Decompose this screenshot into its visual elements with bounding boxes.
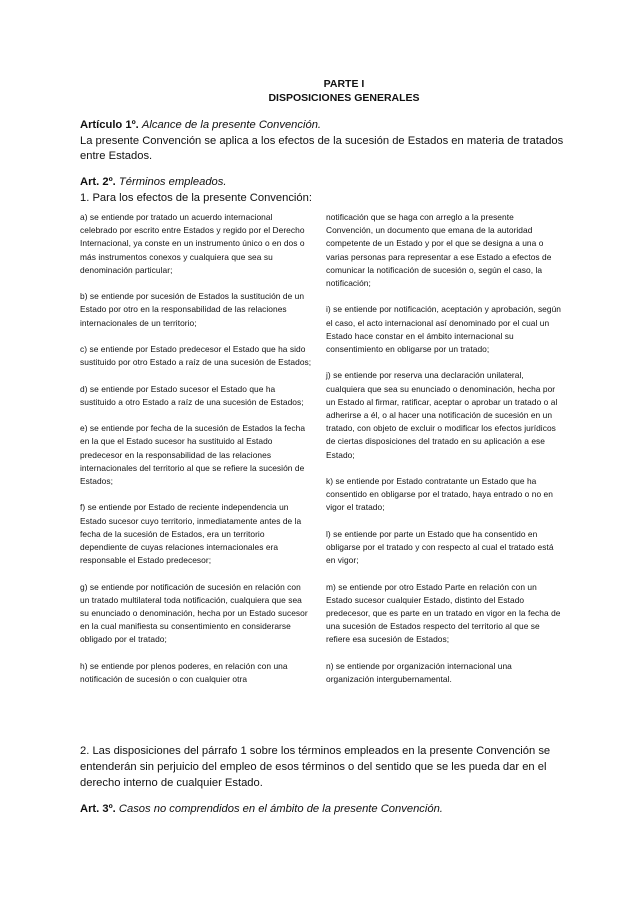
article-1 (80, 118, 570, 165)
article-1-label: Artículo 1º. (80, 119, 139, 131)
definition-item: j) se entiende por reserva una declaración unilateral, cualquiera que sea su enunciado o denominación, hecha por un Estado al firmar, ratificar, aceptar o aprobar un tratado o al adherirse a él, o al hacer una notificación de sucesión en un tratado, con objeto de excluir o modificar los efectos jurídicos de ciertas disposiciones del tratado en su aplicación a ese Estado; (326, 370, 558, 460)
definition-item: c) se entiende por Estado predecesor el Estado que ha sido sustituido por otro Estado a raíz de una sucesión de Estados; (80, 344, 312, 368)
definition-item: d) se entiende por Estado sucesor el Estado que ha sustituido a otro Estado a raíz de una sucesión de Estados; (80, 383, 304, 407)
part-number: PARTE I (323, 78, 365, 90)
article-3-title: Casos no comprendidos en el ámbito de la presente Convención. (118, 803, 443, 815)
definition-item: n) se entiende por organización internacional una organización intergubernamental. (326, 660, 512, 685)
part-title: DISPOSICIONES GENERALES (268, 92, 420, 104)
definition-item: b) se entiende por sucesión de Estados la sustitución de un Estado por otro en la responsabilidad de las relaciones internacionales de un territorio; (80, 291, 305, 328)
definition-item: notificación que se haga con arreglo a la presente Convención, un documento que emana de la autoridad competente de un Estado y por el que se designa a una o varias personas para representar a ese Estado a efectos de comunicar la notificación de sucesión o, según el caso, la notificación; (326, 212, 552, 289)
definition-item: k) se entiende por Estado contratante un Estado que ha consentido en obligarse por el tratado, haya entrado o no en vigor el tratado; (326, 476, 553, 513)
article-2-title: Términos empleados. (118, 176, 227, 188)
definitions-right-column (326, 211, 562, 699)
definition-item: e) se entiende por fecha de la sucesión de Estados la fecha en la que el Estado sucesor ha sustituido al Estado predecesor en la responsabilidad de las relaciones internacionales del territorio al que se refiere la sucesión de Estados; (80, 423, 306, 486)
article-3-header (80, 802, 570, 818)
article-2-intro: 1. Para los efectos de la presente Convención: (80, 191, 312, 204)
definition-item: l) se entiende por parte un Estado que ha consentido en obligarse por el tratado y con respecto al cual el tratado está en vigor; (326, 528, 554, 566)
definition-item: g) se entiende por notificación de sucesión en relación con un tratado multilateral toda notificación, cualquiera que sea su enunciado o denominación, hecha por un Estado sucesor en la cual manifiesta su consentimiento en considerarse obligado por el tratado; (80, 581, 308, 645)
definition-item: h) se entiende por plenos poderes, en relación con una notificación de sucesión o con cualquier otra (80, 660, 288, 684)
article-3-label: Art. 3º. (80, 803, 116, 815)
article-2-label: Art. 2º. (80, 176, 116, 188)
part-heading (0, 77, 638, 105)
definition-item: m) se entiende por otro Estado Parte en relación con un Estado sucesor cualquier Estado, distinto del Estado predecesor, que es parte en un tratado en vigor en la fecha de una sucesión de Estados respecto del territorio al que se refiere esa sucesión de Estados; (326, 581, 561, 645)
definitions-left-column (80, 211, 312, 699)
article-1-body: La presente Convención se aplica a los efectos de la sucesión de Estados en materia de tratados entre Estados. (80, 134, 564, 162)
definition-item: f) se entiende por Estado de reciente independencia un Estado sucesor cuyo territorio, inmediatamente antes de la fecha de la sucesión de Estados, era un territorio dependiente de cuyas relaciones internacionales era responsable el Estado predecesor; (80, 502, 302, 566)
article-2-paragraph-2: 2. Las disposiciones del párrafo 1 sobre los términos empleados en la presente Convención se entenderán sin perjuicio del empleo de esos términos o del sentido que se les pueda dar en el derecho interno de cualquier Estado. (80, 745, 551, 789)
definition-item: a) se entiende por tratado un acuerdo internacional celebrado por escrito entre Estados y regido por el Derecho Internacional, ya conste en un instrumento único o en dos o más instrumentos conexos y cualquiera que sea su denominación particular; (80, 212, 305, 275)
definition-item: i) se entiende por notificación, aceptación y aprobación, según el caso, el acto internacional así denominado por el cual un Estado hace constar en el ámbito internacional su consentimiento en obligarse por un tratado; (326, 304, 562, 355)
article-1-title: Alcance de la presente Convención. (141, 119, 322, 131)
article-2-header (80, 175, 570, 206)
